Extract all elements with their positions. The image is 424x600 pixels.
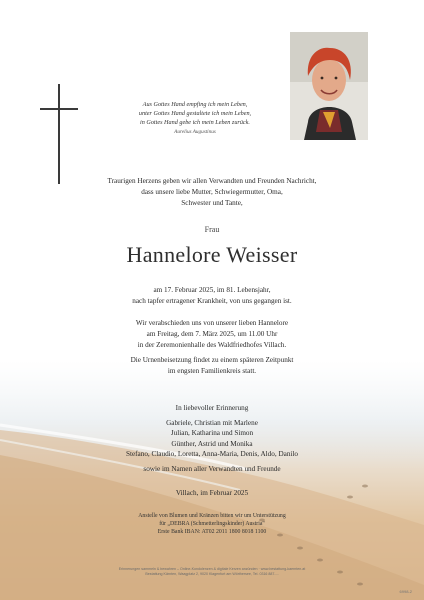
donation-note (0, 512, 424, 537)
deceased-name: Hannelore Weisser (126, 242, 298, 267)
poem-author: Aurelius Augustinus (174, 128, 216, 135)
portrait-photo (290, 32, 368, 140)
farewell-info (0, 318, 424, 351)
mourner-line: Stefano, Claudio, Loretta, Anna-Maria, Denis, Aldo, Danilo (125, 450, 299, 459)
mourner-line: Julian, Katharina und Simon (170, 429, 254, 438)
poem-line: unter Gottes Hand gestaltete ich mein Leben, (138, 110, 252, 118)
salutation: Frau (204, 225, 220, 234)
footer-line: Erinnerungen sammeln & bewahren – Online-Kondolenzen & digitale Kerzen anzünden · www.bestattung-kaernten.at (118, 567, 306, 571)
urn-info (0, 355, 424, 377)
intro-line: dass unsere liebe Mutter, Schwiegermutter, Oma, (141, 188, 283, 196)
footer-line: Bestattung Kärnten, Waagplatz 2, 9020 Klagenfurt am Wörthersee, Tel. 0316 887-... (145, 572, 279, 576)
donation-line: Anstelle von Blumen und Kränzen bitten wir um Unterstützung (138, 513, 286, 519)
poem (100, 100, 290, 136)
funeral-home-footer (0, 567, 424, 577)
memory-closing: sowie im Namen aller Verwandten und Freunde (143, 464, 281, 473)
intro-line: Traurigen Herzens geben wir allen Verwandten und Freunden Nachricht, (107, 177, 317, 185)
urn-line: im engsten Familienkreis statt. (167, 367, 257, 375)
death-notice-line: nach tapfer ertragener Krankheit, von uns gegangen ist. (132, 297, 292, 305)
death-notice (0, 285, 424, 307)
donation-line: für „DEBRA (Schmetterlingskinder) Austria" (159, 521, 265, 528)
document-code: 6998-2 (399, 589, 412, 594)
donation-line: Erste Bank IBAN: AT02 2011 1800 8018 1100 (157, 529, 267, 536)
farewell-line: in der Zeremonienhalle des Waldfriedhofes Villach. (137, 341, 287, 349)
place-date: Villach, im Februar 2025 (175, 489, 249, 497)
farewell-line: am Freitag, dem 7. März 2025, um 11.00 Uhr (146, 330, 278, 338)
intro-text (0, 176, 424, 209)
farewell-line: Wir verabschieden uns von unserer lieben Hannelore (135, 319, 289, 327)
urn-line: Die Urnenbeisetzung findet zu einem späteren Zeitpunkt (130, 356, 294, 364)
mourners-list (0, 403, 424, 475)
cross-icon (58, 84, 60, 184)
memory-heading: In liebevoller Erinnerung (175, 404, 249, 412)
mourner-line: Günther, Astrid und Monika (171, 439, 253, 448)
mourner-line: Gabriele, Christian mit Marlene (166, 418, 258, 427)
poem-line: Aus Gottes Hand empfing ich mein Leben, (142, 101, 248, 108)
cross-icon-bar (40, 108, 78, 110)
death-notice-line: am 17. Februar 2025, im 81. Lebensjahr, (153, 286, 271, 294)
intro-line: Schwester und Tante, (181, 199, 243, 207)
poem-line: in Gottes Hand gebe ich mein Leben zurück. (140, 119, 250, 127)
